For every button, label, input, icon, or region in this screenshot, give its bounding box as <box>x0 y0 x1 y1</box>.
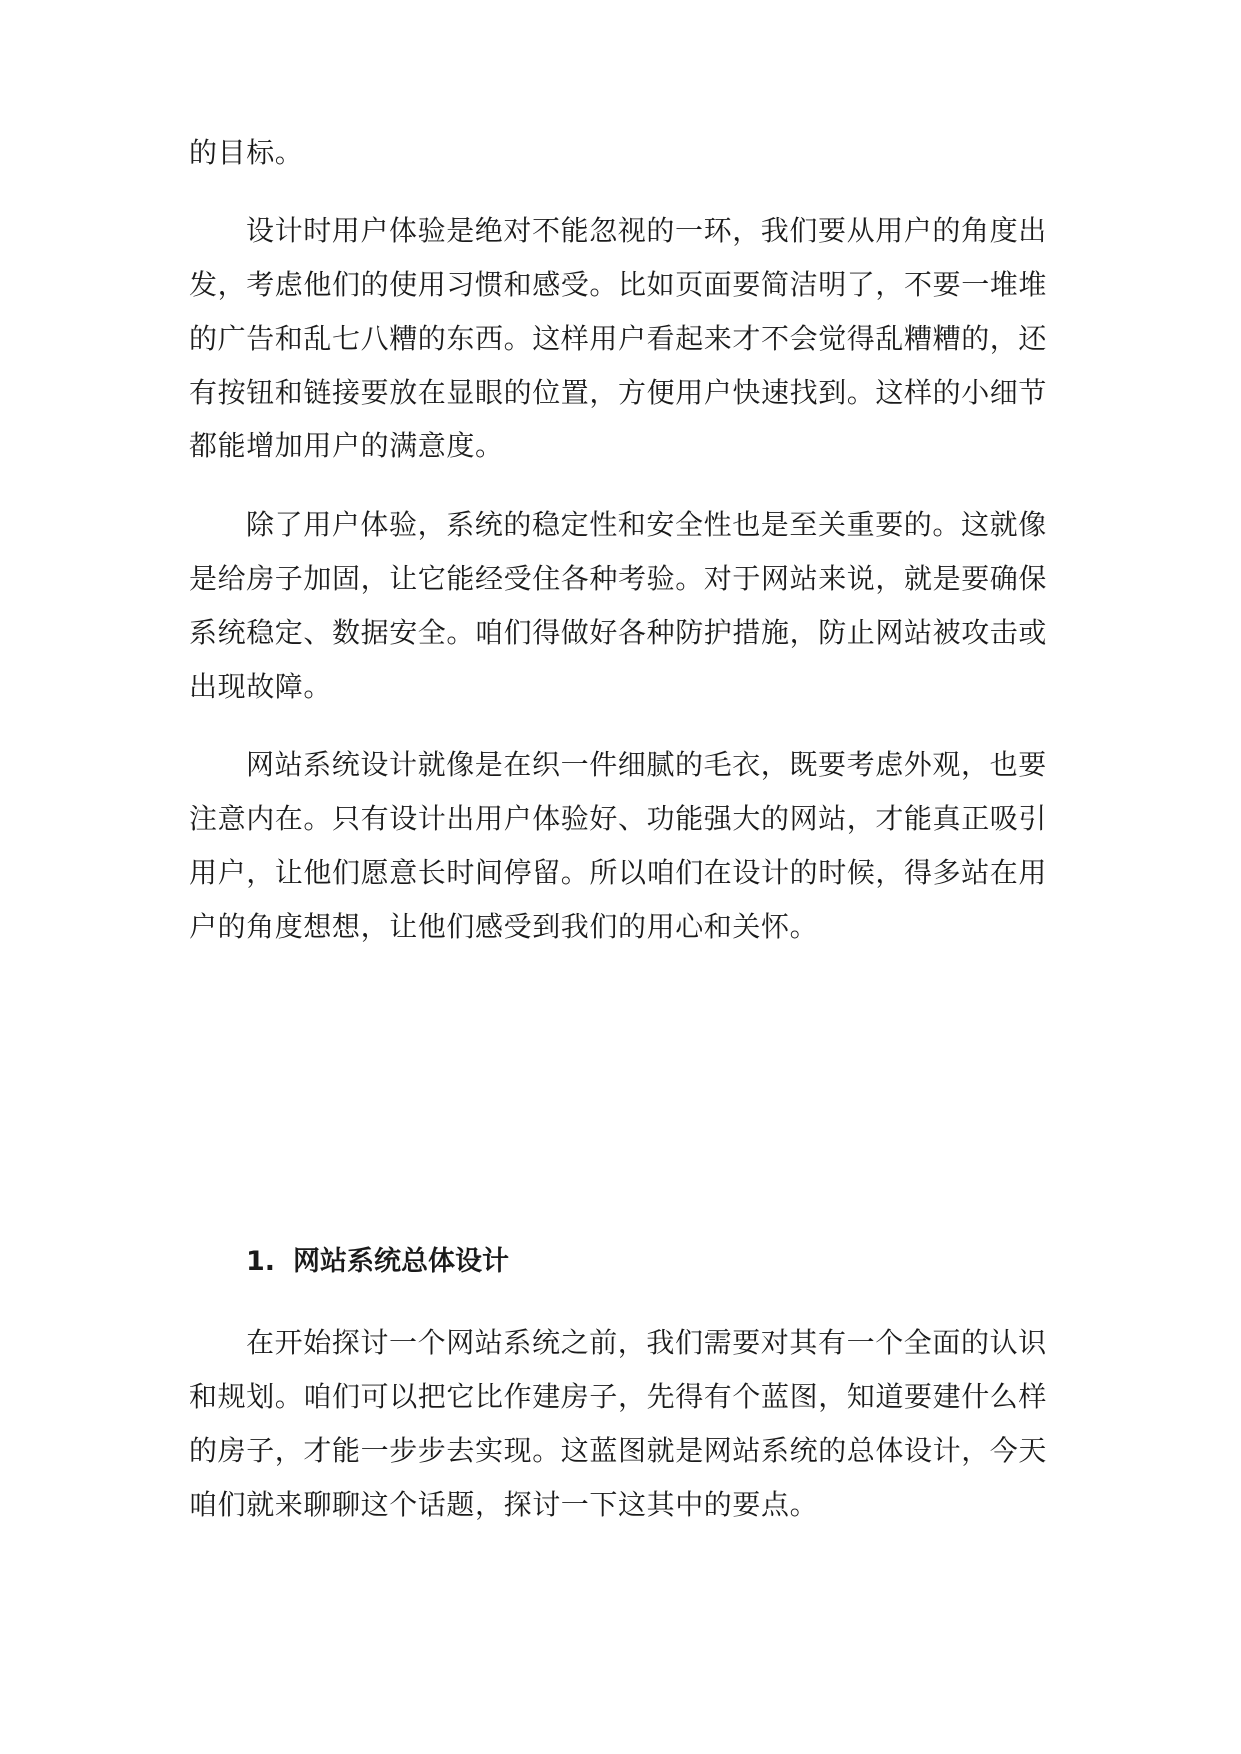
text-line: 和规划。咱们可以把它比作建房子，先得有个蓝图，知道要建什么样 <box>189 1380 1048 1413</box>
text-line: 出现故障。 <box>189 670 333 703</box>
text-line: 的目标。 <box>189 136 304 169</box>
paragraph-first-line: 在开始探讨一个网站系统之前，我们需要对其有一个全面的认识 <box>246 1326 1047 1359</box>
text-line: 咱们就来聊聊这个话题，探讨一下这其中的要点。 <box>189 1488 819 1521</box>
section-heading <box>246 1242 509 1282</box>
text-line: 有按钮和链接要放在显眼的位置，方便用户快速找到。这样的小细节 <box>189 376 1048 409</box>
text-line: 用户，让他们愿意长时间停留。所以咱们在设计的时候，得多站在用 <box>189 856 1048 889</box>
text-line: 户的角度想想，让他们感受到我们的用心和关怀。 <box>189 910 819 943</box>
text-line: 是给房子加固，让它能经受住各种考验。对于网站来说，就是要确保 <box>189 562 1048 595</box>
text-line: 发，考虑他们的使用习惯和感受。比如页面要简洁明了，不要一堆堆 <box>189 268 1048 301</box>
section-number: 1. <box>246 1246 276 1277</box>
paragraph-first-line: 网站系统设计就像是在织一件细腻的毛衣，既要考虑外观，也要 <box>246 748 1047 781</box>
text-line: 注意内在。只有设计出用户体验好、功能强大的网站，才能真正吸引 <box>189 802 1048 835</box>
text-line: 系统稳定、数据安全。咱们得做好各种防护措施，防止网站被攻击或 <box>189 616 1048 649</box>
text-line: 都能增加用户的满意度。 <box>189 429 504 462</box>
section-title: 网站系统总体设计 <box>293 1246 510 1277</box>
text-line: 的广告和乱七八糟的东西。这样用户看起来才不会觉得乱糟糟的，还 <box>189 322 1048 355</box>
text-line: 的房子，才能一步步去实现。这蓝图就是网站系统的总体设计，今天 <box>189 1434 1048 1467</box>
paragraph-first-line: 设计时用户体验是绝对不能忽视的一环，我们要从用户的角度出 <box>246 214 1047 247</box>
paragraph-first-line: 除了用户体验，系统的稳定性和安全性也是至关重要的。这就像 <box>246 508 1047 541</box>
